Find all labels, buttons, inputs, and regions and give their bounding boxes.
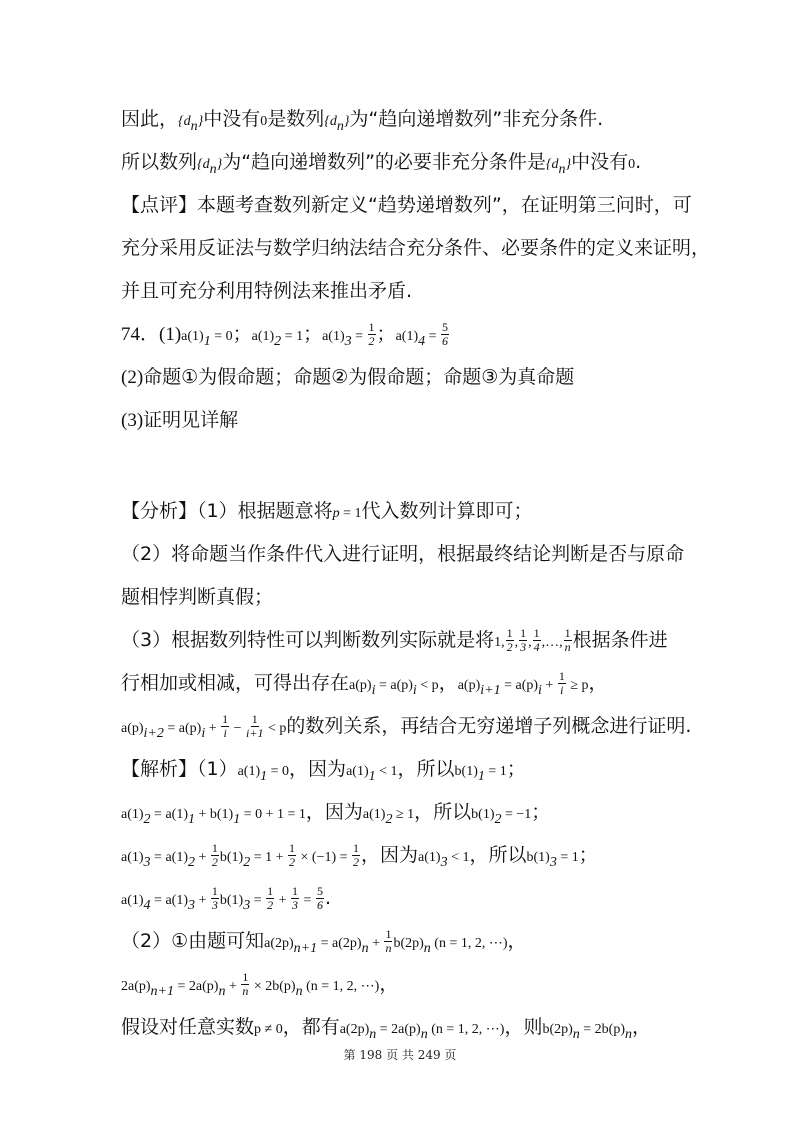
- math-expression: a(p): [121, 721, 144, 736]
- math-expression: b(1): [454, 764, 478, 779]
- math-expression: a(1): [251, 329, 275, 344]
- math-symbol: {d: [545, 157, 559, 172]
- body-text: 为“趋向递增数列”的必要非充分条件是: [222, 151, 546, 173]
- body-text: ，所以: [469, 844, 527, 866]
- math-expression: = 1: [281, 329, 304, 344]
- item-number: (2): [121, 367, 144, 388]
- math-expression: =: [300, 893, 315, 908]
- subscript: i: [412, 682, 417, 698]
- fraction-numerator: 1: [222, 712, 229, 726]
- math-expression: 1,: [494, 635, 505, 650]
- subscript: i: [201, 725, 206, 741]
- body-text: ，: [379, 973, 399, 995]
- fraction: [211, 885, 219, 912]
- body-text: 题相悖判断真假；: [121, 586, 274, 608]
- fraction-denominator: 3: [211, 898, 218, 912]
- math-expression: = 0 + 1 = 1: [240, 807, 306, 822]
- fraction-denominator: n: [564, 640, 571, 654]
- math-expression: b(1): [526, 850, 550, 865]
- math-symbol: p: [332, 506, 340, 521]
- body-text: ，: [438, 672, 458, 694]
- fraction-denominator: 2: [289, 855, 296, 869]
- math-expression: +: [225, 979, 241, 994]
- math-expression: = a(p): [375, 678, 413, 693]
- body-text: ，都有: [282, 1016, 340, 1038]
- math-expression: × 2b(p): [250, 979, 296, 994]
- body-text: 充分采用反证法与数学归纳法结合充分条件、必要条件的定义来证明，: [121, 237, 711, 259]
- body-text: 代入数列计算即可；: [361, 500, 533, 522]
- body-text: .: [324, 887, 331, 909]
- fraction: [564, 627, 572, 654]
- fraction: [266, 885, 274, 912]
- text-line: [121, 98, 691, 141]
- subscript: n: [369, 1026, 377, 1042]
- math-expression: + b(1): [194, 807, 234, 822]
- subscript: 2: [274, 333, 282, 349]
- math-symbol: {d: [324, 114, 337, 129]
- math-expression: −: [230, 721, 246, 736]
- item-number: (3): [121, 410, 144, 431]
- body-text: 中没有: [571, 151, 629, 173]
- body-text: 【解析】（1）: [121, 758, 238, 780]
- body-text: （3）根据数列特性可以判断数列实际就是将: [121, 629, 495, 651]
- body-text: ，所以: [414, 801, 472, 823]
- body-text: 是数列: [267, 108, 325, 130]
- body-text: 并且可充分利用特例法来推出矛盾.: [121, 280, 413, 302]
- fraction: [519, 627, 527, 654]
- subscript: n: [558, 161, 566, 177]
- text-line: [121, 356, 691, 399]
- math-expression: b(1): [471, 807, 495, 822]
- fraction-numerator: 1: [385, 927, 392, 941]
- text-line: [121, 619, 691, 662]
- math-expression: b(1): [219, 850, 244, 865]
- fraction: [316, 885, 324, 912]
- math-expression: a(1): [346, 764, 369, 779]
- subscript: n: [423, 940, 431, 956]
- subscript: n+1: [150, 983, 174, 999]
- fraction-denominator: 6: [316, 898, 323, 912]
- subscript: i: [538, 682, 542, 698]
- fraction-numerator: 1: [564, 626, 571, 640]
- fraction-numerator: 1: [211, 884, 218, 898]
- page-footer: 第 198 页 共 249 页: [343, 1048, 457, 1062]
- page-body: [121, 98, 711, 1049]
- body-text: ，: [507, 930, 527, 952]
- text-line: [121, 920, 691, 963]
- fraction-denominator: 2: [368, 334, 375, 348]
- fraction-numerator: 1: [292, 884, 299, 898]
- fraction-numerator: 1: [520, 626, 527, 640]
- text-line: [121, 963, 691, 1006]
- math-symbol: {d: [178, 114, 191, 129]
- body-text: ；: [376, 323, 396, 345]
- subscript: 1: [477, 768, 485, 784]
- math-expression: +: [275, 893, 291, 908]
- subscript: n: [336, 118, 344, 134]
- math-expression: +: [205, 721, 221, 736]
- fraction: [288, 842, 296, 869]
- text-line: [121, 313, 691, 356]
- fraction-denominator: n: [385, 941, 392, 955]
- text-line: [121, 184, 691, 227]
- fraction: [506, 627, 514, 654]
- subscript: 2: [494, 811, 502, 827]
- subscript: 4: [143, 897, 151, 913]
- subscript: i+1: [480, 682, 501, 698]
- fraction: [533, 627, 541, 654]
- math-expression: a(1): [395, 329, 419, 344]
- math-expression: ,…,: [541, 635, 563, 650]
- fraction: [211, 842, 219, 869]
- math-expression: = a(1): [150, 807, 188, 822]
- math-expression: = 1: [484, 764, 507, 779]
- math-expression: = 2a(p): [376, 1022, 421, 1037]
- math-expression: 0: [628, 157, 636, 172]
- fraction-denominator: 2: [353, 855, 360, 869]
- math-expression: = a(p): [163, 721, 202, 736]
- math-expression: a(1): [181, 329, 204, 344]
- subscript: 3: [344, 333, 352, 349]
- subscript: n+1: [293, 940, 318, 956]
- body-text: ；: [232, 323, 252, 345]
- body-text: ；: [506, 758, 526, 780]
- subscript: n: [209, 161, 217, 177]
- fraction-numerator: 1: [533, 626, 540, 640]
- math-expression: a(1): [121, 807, 144, 822]
- fraction: [384, 928, 392, 955]
- math-expression: a(1): [418, 850, 441, 865]
- body-text: ；: [531, 801, 551, 823]
- fraction: [291, 885, 299, 912]
- math-expression: +: [194, 850, 210, 865]
- subscript: 3: [549, 854, 557, 870]
- math-expression: = a(2p): [317, 936, 362, 951]
- math-expression: = 0: [267, 764, 290, 779]
- fraction-denominator: 4: [533, 640, 540, 654]
- fraction-denominator: i: [560, 683, 564, 697]
- fraction-denominator: 2: [211, 855, 218, 869]
- body-text: ，: [632, 1016, 652, 1038]
- math-expression: b(2p): [393, 936, 424, 951]
- fraction: [558, 670, 566, 697]
- math-expression: = 1: [556, 850, 579, 865]
- subscript: 1: [233, 811, 241, 827]
- subscript: 1: [368, 768, 376, 784]
- fraction-denominator: 6: [442, 334, 449, 348]
- math-expression: a(2p): [339, 1022, 370, 1037]
- math-expression: < 1: [447, 850, 470, 865]
- body-text: ，因为: [305, 801, 363, 823]
- body-text: ；: [578, 844, 598, 866]
- text-line: [121, 791, 691, 834]
- fraction-numerator: 5: [316, 884, 323, 898]
- body-text: 假设对任意实数: [121, 1016, 255, 1038]
- subscript: n: [218, 983, 226, 999]
- fraction-numerator: 5: [442, 320, 449, 334]
- subscript: 1: [203, 333, 211, 349]
- fraction-numerator: 1: [353, 841, 360, 855]
- body-text: 为“趋向递增数列”非充分条件.: [349, 108, 604, 130]
- math-expression: = 1: [339, 506, 362, 521]
- math-expression: b(2p): [542, 1022, 573, 1037]
- body-text: 命题①为假命题；命题②为假命题；命题③为真命题: [143, 366, 575, 388]
- body-text: 证明见详解: [143, 409, 239, 431]
- math-symbol: {d: [197, 157, 210, 172]
- math-expression: < p: [264, 721, 287, 736]
- math-expression: = 2a(p): [174, 979, 219, 994]
- math-expression: a(1): [121, 850, 144, 865]
- fraction-numerator: 1: [211, 841, 218, 855]
- math-expression: ,: [528, 635, 532, 650]
- body-text: .: [635, 151, 642, 173]
- subscript: 4: [418, 333, 426, 349]
- text-line: [121, 270, 691, 313]
- math-expression: = a(p): [500, 678, 539, 693]
- math-symbol: }: [343, 114, 350, 129]
- subscript: n: [420, 1026, 428, 1042]
- body-text: 中没有: [203, 108, 261, 130]
- text-line: [121, 1006, 691, 1049]
- math-expression: = 1 +: [250, 850, 288, 865]
- math-expression: = −1: [501, 807, 532, 822]
- math-expression: ≥ p: [566, 678, 589, 693]
- math-expression: × (−1) =: [297, 850, 352, 865]
- math-expression: =: [351, 329, 367, 344]
- fraction: [241, 971, 249, 998]
- subscript: 3: [440, 854, 448, 870]
- math-expression: (n = 1, 2, ⋯): [430, 936, 508, 951]
- body-text: 【分析】（1）根据题意将: [121, 500, 333, 522]
- body-text: ，因为: [289, 758, 347, 780]
- fraction-denominator: n: [242, 984, 249, 998]
- body-text: 根据条件进: [572, 629, 668, 651]
- fraction: [246, 713, 263, 740]
- fraction: [221, 713, 229, 740]
- math-expression: < p: [416, 678, 439, 693]
- text-line: [121, 490, 691, 533]
- subscript: n: [625, 1026, 633, 1042]
- math-expression: ≥ 1: [392, 807, 415, 822]
- body-text: 行相加或相减，可得出存在: [121, 672, 350, 694]
- subscript: 2: [143, 811, 151, 827]
- fraction: [441, 321, 449, 348]
- text-line: [121, 141, 691, 184]
- body-text: 所以数列: [121, 151, 198, 173]
- math-expression: +: [541, 678, 557, 693]
- subscript: 2: [385, 811, 393, 827]
- spacer: [121, 442, 691, 490]
- subscript: 3: [187, 897, 195, 913]
- fraction-denominator: 3: [292, 898, 299, 912]
- math-expression: a(p): [457, 678, 481, 693]
- fraction-numerator: 1: [242, 970, 249, 984]
- math-expression: (n = 1, 2, ⋯): [302, 979, 380, 994]
- fraction-denominator: 3: [520, 640, 527, 654]
- math-expression: = 2b(p): [579, 1022, 626, 1037]
- subscript: 1: [187, 811, 195, 827]
- subscript: n: [190, 118, 198, 134]
- subscript: 3: [143, 854, 151, 870]
- text-line: [121, 399, 691, 442]
- math-expression: 0: [260, 114, 268, 129]
- subscript: n: [295, 983, 303, 999]
- fraction-denominator: 2: [506, 640, 513, 654]
- math-symbol: }: [565, 157, 572, 172]
- body-text: 因此，: [121, 108, 179, 130]
- math-expression: (n = 1, 2, ⋯): [427, 1022, 505, 1037]
- body-text: 【点评】本题考查数列新定义“趋势递增数列”，在证明第三问时，可: [121, 194, 692, 216]
- fraction-denominator: i+1: [246, 726, 264, 740]
- math-expression: a(2p): [264, 936, 294, 951]
- body-text: ，因为: [361, 844, 419, 866]
- body-text: ，所以: [397, 758, 455, 780]
- fraction-numerator: 1: [368, 320, 375, 334]
- fraction-numerator: 1: [558, 669, 565, 683]
- math-expression: a(1): [237, 764, 261, 779]
- item-number: 74．(1): [121, 324, 182, 345]
- body-text: 的数列关系，再结合无穷递增子列概念进行证明.: [286, 715, 692, 737]
- math-expression: +: [194, 893, 210, 908]
- math-expression: a(1): [362, 807, 386, 822]
- text-line: [121, 705, 691, 748]
- text-line: [121, 877, 691, 920]
- math-expression: = 0: [210, 329, 233, 344]
- math-expression: a(p): [349, 678, 372, 693]
- math-expression: a(1): [121, 893, 144, 908]
- math-symbol: }: [216, 157, 223, 172]
- fraction-numerator: 1: [251, 712, 258, 726]
- body-text: ；: [303, 323, 323, 345]
- text-line: [121, 576, 691, 619]
- body-text: ，: [588, 672, 608, 694]
- math-expression: = a(1): [150, 850, 188, 865]
- math-expression: p ≠ 0: [254, 1022, 283, 1037]
- text-line: [121, 748, 691, 791]
- math-expression: =: [425, 329, 441, 344]
- subscript: i+2: [143, 725, 164, 741]
- math-expression: b(1): [219, 893, 244, 908]
- subscript: 3: [243, 897, 251, 913]
- math-expression: < 1: [375, 764, 398, 779]
- fraction-denominator: i: [223, 726, 227, 740]
- body-text: （2）将命题当作条件代入进行证明，根据最终结论判断是否与原命: [121, 543, 685, 565]
- text-line: [121, 662, 691, 705]
- fraction-denominator: 2: [267, 898, 274, 912]
- subscript: 2: [187, 854, 195, 870]
- math-expression: a(1): [322, 329, 345, 344]
- body-text: ，则: [504, 1016, 543, 1038]
- fraction-numerator: 1: [267, 884, 274, 898]
- fraction: [352, 842, 360, 869]
- text-line: [121, 533, 691, 576]
- fraction: [368, 321, 376, 348]
- text-line: [121, 834, 691, 877]
- fraction-numerator: 1: [289, 841, 296, 855]
- subscript: n: [572, 1026, 580, 1042]
- subscript: 1: [260, 768, 268, 784]
- body-text: （2）①由题可知: [121, 930, 265, 952]
- fraction-numerator: 1: [506, 626, 513, 640]
- math-expression: +: [368, 936, 384, 951]
- text-line: [121, 227, 711, 270]
- subscript: 2: [243, 854, 251, 870]
- math-expression: =: [250, 893, 266, 908]
- subscript: i: [371, 682, 376, 698]
- math-expression: ,: [514, 635, 519, 650]
- math-expression: 2a(p): [121, 979, 151, 994]
- subscript: n: [361, 940, 369, 956]
- math-symbol: }: [197, 114, 204, 129]
- math-expression: = a(1): [150, 893, 188, 908]
